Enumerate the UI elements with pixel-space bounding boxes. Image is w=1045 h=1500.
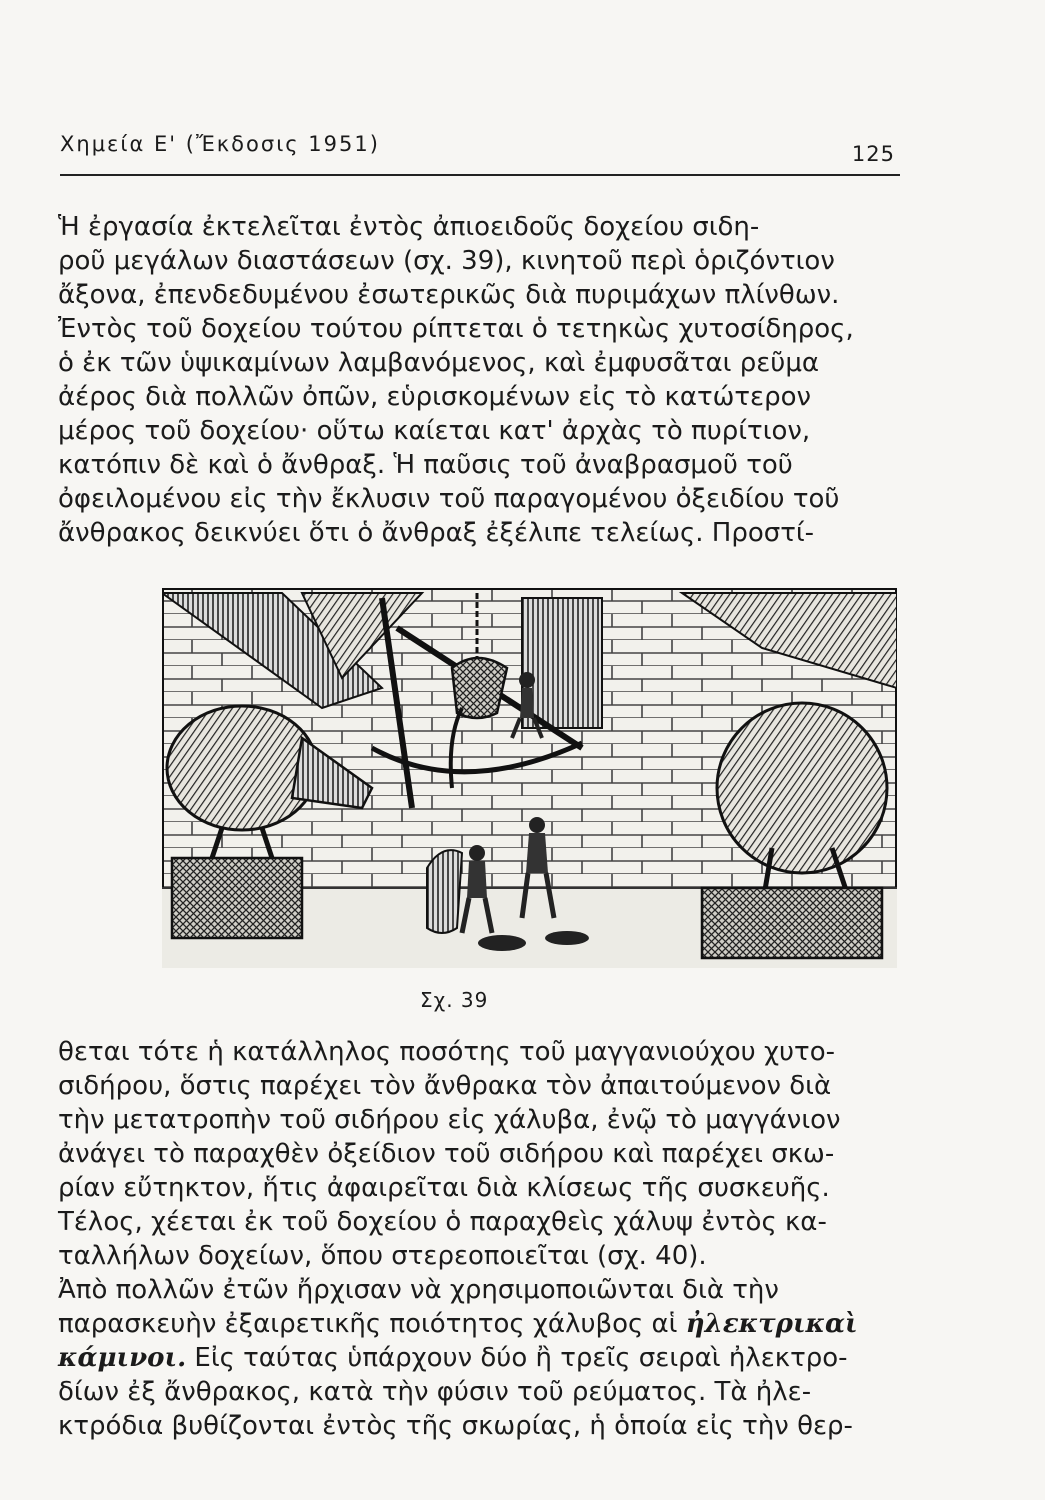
- text-line: Τέλος, χέεται ἐκ τοῦ δοχείου ὁ παραχθεὶς χάλυψ ἐντὸς κα-: [58, 1207, 827, 1237]
- text-line: κατόπιν δὲ καὶ ὁ ἄνθραξ. Ἡ παῦσις τοῦ ἀναβρασμοῦ τοῦ: [58, 450, 793, 480]
- text-line: Ἀπὸ πολλῶν ἐτῶν ἤρχισαν νὰ χρησιμοποιῶνται διὰ τὴν: [58, 1275, 779, 1305]
- text-line: [58, 1341, 900, 1375]
- text-line: ἄξονα, ἐπενδεδυμένου ἐσωτερικῶς διὰ πυριμάχων πλίνθων.: [58, 280, 840, 310]
- text-line: ἄνθρακος δεικνύει ὅτι ὁ ἄνθραξ ἐξέλιπε τελείως. Προστί-: [58, 518, 815, 548]
- text-line: μέρος τοῦ δοχείου· οὕτω καίεται κατ' ἀρχὰς τὸ πυρίτιον,: [58, 416, 811, 446]
- text-line: κτρόδια βυθίζονται ἐντὸς τῆς σκωρίας, ἡ ὁποία εἰς τὴν θερ-: [58, 1411, 853, 1441]
- text-line: θεται τότε ἡ κατάλληλος ποσότης τοῦ μαγγανιούχου χυτο-: [58, 1037, 835, 1067]
- text-line: Ἡ ἐργασία ἐκτελεῖται ἐντὸς ἀπιοειδοῦς δοχείου σιδη-: [58, 212, 760, 242]
- emphasis-electric: ἠλεκτρικαὶ: [685, 1309, 858, 1339]
- figure-39-bessemer-converter: [162, 588, 897, 968]
- text-line: ὁ ἐκ τῶν ὑψικαμίνων λαμβανόμενος, καὶ ἐμφυσᾶται ρεῦμα: [58, 348, 820, 378]
- text-line: Ἐντὸς τοῦ δοχείου τούτου ρίπτεται ὁ τετηκὼς χυτοσίδηρος,: [58, 314, 854, 344]
- text-line: σιδήρου, ὅστις παρέχει τὸν ἄνθρακα τὸν ἀπαιτούμενον διὰ: [58, 1071, 832, 1101]
- text-segment: παρασκευὴν ἐξαιρετικῆς ποιότητος χάλυβος αἱ: [58, 1309, 678, 1339]
- text-line: ρίαν εὔτηκτον, ἥτις ἀφαιρεῖται διὰ κλίσεως τῆς συσκευῆς.: [58, 1173, 830, 1203]
- running-header: [60, 128, 900, 168]
- text-line: τὴν μετατροπὴν τοῦ σιδήρου εἰς χάλυβα, ἐνῷ τὸ μαγγάνιον: [58, 1105, 841, 1135]
- text-line: ἀέρος διὰ πολλῶν ὀπῶν, εὑρισκομένων εἰς τὸ κατώτερον: [58, 382, 812, 412]
- figure-caption: Σχ. 39: [420, 988, 489, 1012]
- page-number: 125: [851, 142, 895, 166]
- text-line: ταλλήλων δοχείων, ὅπου στερεοποιεῖται (σχ. 40).: [58, 1241, 707, 1271]
- text-line: ὀφειλομένου εἰς τὴν ἔκλυσιν τοῦ παραγομένου ὀξειδίου τοῦ: [58, 484, 840, 514]
- header-rule: [60, 174, 900, 176]
- text-line: [58, 1307, 900, 1341]
- paragraph-top: [58, 210, 900, 550]
- emphasis-furnaces: κάμινοι.: [58, 1343, 187, 1373]
- text-line: ροῦ μεγάλων διαστάσεων (σχ. 39), κινητοῦ περὶ ὁριζόντιον: [58, 246, 835, 276]
- text-line: δίων ἐξ ἄνθρακος, κατὰ τὴν φύσιν τοῦ ρεύματος. Τὰ ἠλε-: [58, 1377, 812, 1407]
- header-title: Χημεία Ε' (Ἔκδοσις 1951): [60, 132, 380, 156]
- text-segment: Εἰς ταύτας ὑπάρχουν δύο ἢ τρεῖς σειραὶ ἠλεκτρο-: [186, 1343, 848, 1373]
- paragraph-bottom: [58, 1035, 900, 1443]
- text-line: ἀνάγει τὸ παραχθὲν ὀξείδιον τοῦ σιδήρου καὶ παρέχει σκω-: [58, 1139, 835, 1169]
